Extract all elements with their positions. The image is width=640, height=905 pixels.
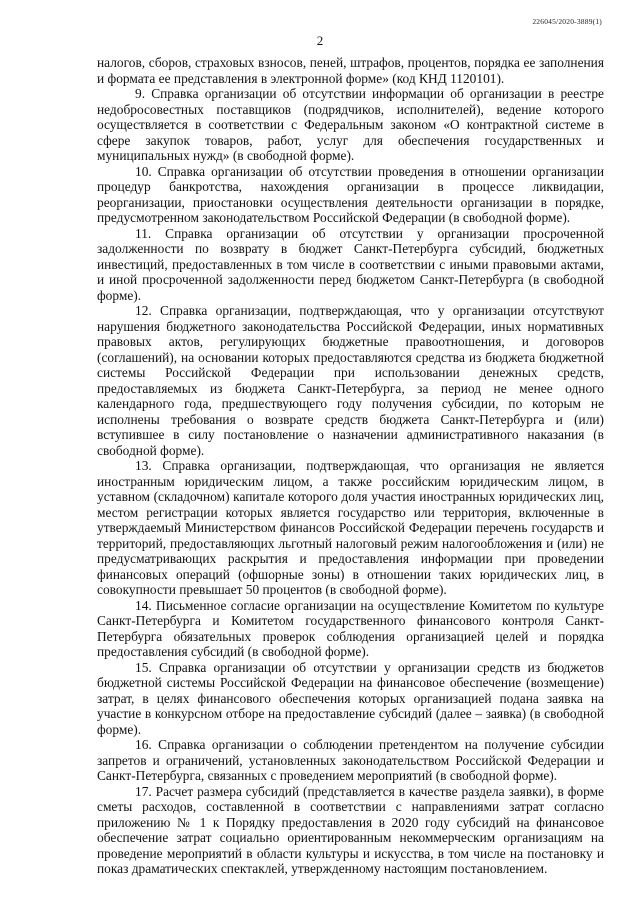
paragraph-item-16: 16. Справка организации о соблюдении претендентом на получение субсидии запретов и ограничений, установленных законодательством Российской Федерации и Санкт-Петербурга, связанных с проведением мероприятий (в свободной форме). [97,737,604,783]
document-code: 226045/2020-3889(1) [532,17,602,26]
paragraph-item-14: 14. Письменное согласие организации на осуществление Комитетом по культуре Санкт-Петербурга и Комитетом государственного финансового контроля Санкт-Петербурга обязательных проверок соблюдения организацией целей и порядка предоставления субсидий (в свободной форме). [97,597,604,659]
paragraph-continuation: налогов, сборов, страховых взносов, пеней, штрафов, процентов, порядка ее заполнения и формата ее представления в электронной форме» (код КНД 1120101). [97,55,604,86]
paragraph-item-9: 9. Справка организации об отсутствии информации об организации в реестре недобросовестных поставщиков (подрядчиков, исполнителей), ведение которого осуществляется в соответствии с Федеральным законом «О контрактной системе в сфере закупок товаров, работ, услуг для обеспечения государственных и муниципальных нужд» (в свободной форме). [97,86,604,163]
paragraph-item-11: 11. Справка организации об отсутствии у организации просроченной задолженности по возврату в бюджет Санкт-Петербурга субсидий, бюджетных инвестиций, предоставленных в том числе в соответствии с иными правовыми актами, и иной просроченной задолженности перед бюджетом Санкт-Петербурга (в свободной форме). [97,225,604,303]
document-body [97,55,604,877]
paragraph-item-12: 12. Справка организации, подтверждающая, что у организации отсутствуют нарушения бюджетного законодательства Российской Федерации, иных нормативных правовых актов, регулирующих бюджетные правоотношения, и договоров (соглашений), на основании которых предоставляются средства из бюджета бюджетной системы Российской Федерации при использовании денежных средств, предоставляемых из бюджета Санкт-Петербурга, за период не менее одного календарного года, предшествующего году получения субсидии, по которым не исполнены требования о возврате средств бюджета Санкт-Петербурга и (или) вступившее в силу постановление о назначении административного наказания (в свободной форме). [97,303,604,458]
paragraph-item-13: 13. Справка организации, подтверждающая, что организация не является иностранным юридическим лицом, а также российским юридическим лицом, в уставном (складочном) капитале которого доля участия иностранных юридических лиц, местом регистрации которых является государство или территория, включенные в утверждаемый Министерством финансов Российской Федерации перечень государств и территорий, предоставляющих льготный налоговый режим налогообложения и (или) не предусматривающих раскрытия и предоставления информации при проведении финансовых операций (офшорные зоны) в отношении таких юридических лиц, в совокупности превышает 50 процентов (в свободной форме). [97,458,604,597]
page-number: 2 [316,33,324,48]
paragraph-item-17: 17. Расчет размера субсидий (представляется в качестве раздела заявки), в форме сметы расходов, составленной в соответствии с направлениями затрат согласно приложению № 1 к Порядку предоставления в 2020 году субсидий на финансовое обеспечение затрат социально ориентированным некоммерческим организациям на проведение мероприятий в области культуры и искусства, в том числе на постановку и показ драматических спектаклей, утвержденному настоящим постановлением. [97,783,604,876]
paragraph-item-15: 15. Справка организации об отсутствии у организации средств из бюджетов бюджетной системы Российской Федерации на финансовое обеспечение (возмещение) затрат, в целях финансового обеспечения которых организацией подана заявка на участие в конкурсном отборе на предоставление субсидий (далее – заявка) (в свободной форме). [97,659,604,737]
paragraph-item-10: 10. Справка организации об отсутствии проведения в отношении организации процедур банкротства, нахождения организации в процессе ликвидации, реорганизации, приостановки осуществления деятельности организации в порядке, предусмотренном законодательством Российской Федерации (в свободной форме). [97,163,604,225]
